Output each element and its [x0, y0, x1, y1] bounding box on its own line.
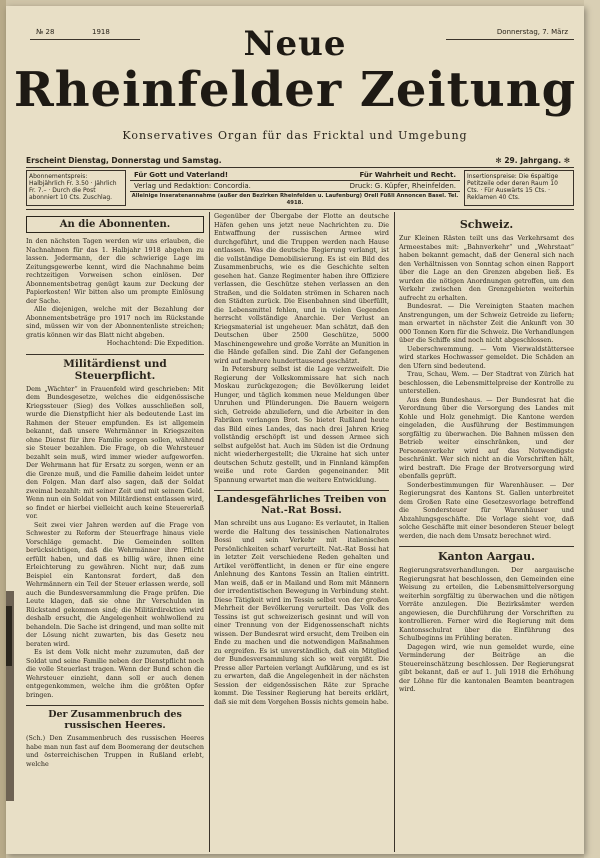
article-schweiz-p2: Bundesrat. — Die Vereinigten Staaten machen Anstrengungen, um der Schweiz Getreide zu liefern; man erwartet in nächster Zeit die Ankunft von 30 000 Tonnen Korn für die Schweiz. Die Verhandlungen über die Schiffe sind noch nicht abgeschlossen. — [399, 302, 574, 344]
advert-agency: Alleinige Inseratenannahme (außer den Bezirken Rheinfelden u. Laufenburg) Orell Füßli Annoncen Basel. Tel. 4918. — [131, 193, 459, 206]
headline-militaerdienst: Militärdienst und Steuerpflicht. — [26, 354, 204, 382]
headline-russisches-heer: Der Zusammenbruch des russischen Heeres. — [26, 705, 204, 731]
masthead-title-neue: Neue — [243, 24, 347, 64]
volume-year: ✻ 29. Jahrgang. ✻ — [495, 156, 570, 165]
issue-number: № 28 — [36, 28, 55, 36]
motto-left: Für Gott und Vaterland! — [134, 171, 229, 179]
headline-abonnenten: An die Abonnenten. — [26, 216, 204, 233]
issue-year: 1918 — [92, 28, 110, 36]
publisher-box — [128, 170, 462, 206]
article-militaerdienst-p2: Seit zwei vier Jahren werden auf die Frage von Schwester zu Reform der Steuerfrage hinaus viele Vorschläge gemacht. Die Gemeinden sollten berücksichtigen, daß die Wehrmänner ihre Pflicht erfüllt haben, und daß es billig wäre, ihnen eine Erleichterung zu gewähren. Nicht nur, daß zum Beispiel ein Kantonsrat fordert, daß den Wehrmännern ein Teil der Steuer erlassen werde, soll auch die Bundesversammlung die Frage prüfen. Die Leute klagen, daß sie ohne ihr Verschulden in Rückstand gekommen sind; die Militärdirektion wird deshalb ersucht, die Angelegenheit wohlwollend zu behandeln. Die Sache ist dringend, und man sollte mit der Lösung nicht zuwarten, bis das Gesetz neu beraten wird. — [26, 520, 204, 648]
article-schweiz-p6: Sonderbestimmungen für Warenhäuser. — Der Regierungsrat des Kantons St. Gallen unterbreitet dem Großen Rate eine Gesetzesvorlage betreffend die Sondersteuer für Warenhäuser und Abzahlungsgeschäfte. Die Vorlage sieht vor, daß solche Geschäfte mit einer besonderen Steuer belegt werden, die nach dem Umsatz berechnet wird. — [399, 480, 574, 540]
article-russland-p1: Gegenüber der Übergabe der Flotte an deutsche Häfen gehen uns jetzt neue Nachrichten zu. Die Entwaffnung der russischen Armee wird durchgeführt, und die Truppen werden nach Hause entlassen. Was die deutsche Regierung verlangt, ist die vollständige Demobilisierung. Es ist ein Bild des Zusammenbruchs, wie es die Geschichte selten gesehen hat. Ganze Regimenter haben ihre Offiziere verlassen, die Geschütze stehen verlassen an den Straßen, und die Soldaten strömen in Scharen nach den Städten zurück. Die Eisenbahnen sind überfüllt, die Lebensmittel fehlen, und in vielen Gegenden herrscht vollständige Anarchie. Der Verlust an Kriegsmaterial ist ungeheuer. Man schätzt, daß den Deutschen über 2500 Geschütze, 5000 Maschinengewehre und große Vorräte an Munition in die Hände gefallen sind. Die Zahl der Gefangenen wird auf mehrere hunderttausend geschätzt. — [214, 212, 389, 365]
article-schweiz-p4: Trau, Schau, Wem. — Der Stadtrat von Zürich hat beschlossen, die Lebensmittelpreise der Kontrolle zu unterstellen. — [399, 370, 574, 395]
column-3 — [399, 212, 574, 852]
printer: Druck: G. Küpfer, Rheinfelden. — [349, 182, 456, 190]
motto-right: Für Wahrheit und Recht. — [359, 171, 456, 179]
newspaper-page — [6, 6, 584, 854]
publication-days: Erscheint Dienstag, Donnerstag und Samstag. — [26, 156, 222, 165]
column-2 — [214, 212, 389, 852]
article-schweiz-p3: Ueberschwemmung. — Vom Vierwaldstättersee wird starkes Hochwasser gemeldet. Die Schäden an den Ufern sind bedeutend. — [399, 344, 574, 370]
headline-schweiz: Schweiz. — [459, 218, 514, 231]
column-1 — [26, 212, 204, 852]
masthead-title-main: Rheinfelder Zeitung — [13, 62, 577, 118]
publisher: Verlag und Redaktion: Concordia. — [134, 182, 251, 190]
subscription-box: Abonnementspreis: Halbjährlich Fr. 3.50 · Jährlich Fr. 7.– · Durch die Post abonniert 10 Cts. Zuschlag. — [26, 170, 126, 206]
headline-bossi: Landesgefährliches Treiben von Nat.-Rat Bossi. — [214, 490, 389, 516]
header-rule — [26, 167, 574, 168]
columns-top-rule — [26, 209, 574, 210]
article-russland-p2: In Petersburg selbst ist die Lage verzweifelt. Die Regierung der Volkskommissare hat sich nach Moskau zurückgezogen; die Bevölkerung leidet Hunger, und täglich kommen neue Meldungen über Unruhen und Plünderungen. Die Bauern weigern sich, Getreide abzuliefern, und die Arbeiter in den Fabriken verlangen Brot. So bietet Rußland heute das Bild eines Landes, das nach drei Jahren Krieg vollständig erschöpft ist und dessen Armee sich selbst aufgelöst hat. Auch im Süden ist die Ordnung nicht wiederhergestellt; die Ukraine hat sich unter deutschen Schutz gestellt, und in Finnland kämpfen weiße und rote Garden gegeneinander. Mit Spannung erwartet man die weitere Entwicklung. — [214, 365, 389, 484]
column-divider-1 — [209, 212, 210, 852]
article-aargau-p1: Regierungsratsverhandlungen. Der aargauische Regierungsrat hat beschlossen, den Gemeinden eine Weisung zu erteilen, die Lebensmittelversorgung weiterhin sorgfältig zu überwachen und die nötigen Vorräte anzulegen. Die Bezirksämter werden angewiesen, die Durchführung der Vorschriften zu kontrollieren. Ferner wird die Regierung mit dem Kantonsschulrat über die Einführung des Schulbeginns im Frühling beraten. — [399, 566, 574, 642]
article-abonnenten-p1: In den nächsten Tagen werden wir uns erlauben, die Nachnahmen für das 1. Halbjahr 1918 abgehen zu lassen. Jedermann, der die schwierige Lage im Zeitungsgewerbe kennt, wird die Nachnahme beim rechtzeitigen Vorweisen schon einlösen. Der Abonnementsbetrag genügt kaum zur Deckung der Papierkosten! Wir bitten also um prompte Einlösung der Sache. — [26, 237, 204, 305]
article-bossi-p1: Man schreibt uns aus Lugano: Es verlautet, in Italien werde die Haltung des tessinischen Nationalrates Bossi und sein Verkehr mit italienischen Persönlichkeiten scharf verurteilt. Nat.-Rat Bossi hat in letzter Zeit verschiedene Reden gehalten und Artikel veröffentlicht, in denen er für eine engere Anlehnung des Kantons Tessin an Italien eintritt. Man weiß, daß er in Mailand und Rom mit Männern der irredentistischen Bewegung in Verbindung steht. Diese Tätigkeit wird im Tessin selbst von der großen Mehrheit der Bevölkerung verurteilt. Das Volk des Tessins ist gut schweizerisch gesinnt und will von einer Trennung von der Eidgenossenschaft nichts wissen. Der Bundesrat wird ersucht, dem Treiben ein Ende zu machen und die notwendigen Maßnahmen zu ergreifen. Es ist unverständlich, daß ein Mitglied der Bundesversammlung sich so weit vergißt. Die Presse aller Parteien verlangt Aufklärung, und es ist zu erwarten, daß die Angelegenheit in der nächsten Session der eidgenössischen Räte zur Sprache kommt. Die Tessiner Regierung hat bereits erklärt, daß sie mit dem Vorgehen Bossis nichts gemein habe. — [214, 519, 389, 706]
masthead-subtitle: Konservatives Organ für das Fricktal und Umgebung — [122, 129, 468, 142]
issue-date: Donnerstag, 7. März — [496, 28, 568, 36]
article-aargau-p2: Dagegen wird, wie nun gemeldet wurde, eine Verminderung der Beiträge an die Steuereinschätzung beschlossen. Der Regierungsrat gibt bekannt, daß er auf 1. Juli 1918 die Erhöhung der Löhne für die kantonalen Beamten beantragen wird. — [399, 642, 574, 693]
article-abonnenten-p2: Alle diejenigen, welche mit der Bezahlung der Abonnementsbeträge pro 1917 noch im Rückstande sind, müssen wir von der Abonnentenliste streichen; gratis können wir das Blatt nicht abgeben. — [26, 305, 204, 339]
headline-aargau: Kanton Aargau. — [399, 546, 574, 563]
insertion-price-box: Insertionspreise: Die 6spaltige Petitzeile oder deren Raum 10 Cts. · Für Auswärts 15 Cts. · Reklamen 40 Cts. — [464, 170, 574, 206]
article-militaerdienst-p3: Es ist dem Volk nicht mehr zuzumuten, daß der Soldat und seine Familie neben der Dienstpflicht noch die volle Steuerlast tragen. Wenn der Bund schon die Wehrsteuer einzieht, dann soll er auch denen entgegenkommen, welche ihm die größten Opfer bringen. — [26, 648, 204, 699]
article-russisches-heer-p1: (Sch.) Den Zusammenbruch des russischen Heeres habe man nun fast auf dem Boomerang der deutschen und österreichischen Truppen in Rußland erlebt, welche — [26, 734, 204, 768]
column-divider-2 — [394, 212, 395, 852]
article-abonnenten-signature: Hochachtend: Die Expedition. — [106, 339, 204, 347]
article-militaerdienst-p1: Dem „Wächter“ in Frauenfeld wird geschrieben: Mit dem Bundesgesetze, welches die eidgenössische Kriegssteuer (Sieg) des Volkes ausschließen soll, wurde die Dienstpflicht hier als bedeutende Last im Rahmen der Steuer empfunden. Es ist allgemein bekannt, daß unsere Wehrmänner in Kriegszeiten ohne Dienst für ihre Familie sorgen sollen, während sie Steuer bezahlen. Die Frage, ob die Wehrsteuer bezahlt sein muß, wird immer wieder aufgeworfen. Der Wehrmann hat für Ersatz zu sorgen, wenn er an die Grenze muß, und die Familie daheim leidet unter den Folgen. Man darf also sagen, daß der Soldat zweimal bezahlt: mit seiner Zeit und mit seinem Geld. Wenn nun ein Soldat von Militärdienst entlassen wird, so findet er hierbei vielleicht auch keine Steuererlaß vor. — [26, 384, 204, 520]
article-schweiz-p1: Zur Kleinen Rästen teilt uns das Verkehrsamt des Armeestabes mit: „Bahnverkehr“ und „Wehrstaat“ haben bekannt gemacht, daß der General sich nach den Verhältnissen von Sonntag schon einen Rapport über die Lage an den Grenzen abgeben ließ. Es wurden die nötigen Anordnungen getroffen, um den Verkehr zwischen den Grenzgebieten weiterhin aufrecht zu erhalten. — [399, 234, 574, 302]
page-edge — [584, 0, 600, 858]
margin-photo-figure — [6, 606, 12, 666]
article-schweiz-p5: Aus dem Bundeshaus. — Der Bundesrat hat die Verordnung über die Versorgung des Landes mit Kohle und Holz genehmigt. Die Kantone werden eingeladen, die Ausführung der Bestimmungen sorgfältig zu überwachen. Die Bahnen müssen den Betrieb weiter einschränken, und der Personenverkehr wird auf das Notwendigste beschränkt. Wer sich nicht an die Vorschriften hält, wird bestraft. Die Frage der Brotversorgung wird ebenfalls geprüft. — [399, 395, 574, 480]
